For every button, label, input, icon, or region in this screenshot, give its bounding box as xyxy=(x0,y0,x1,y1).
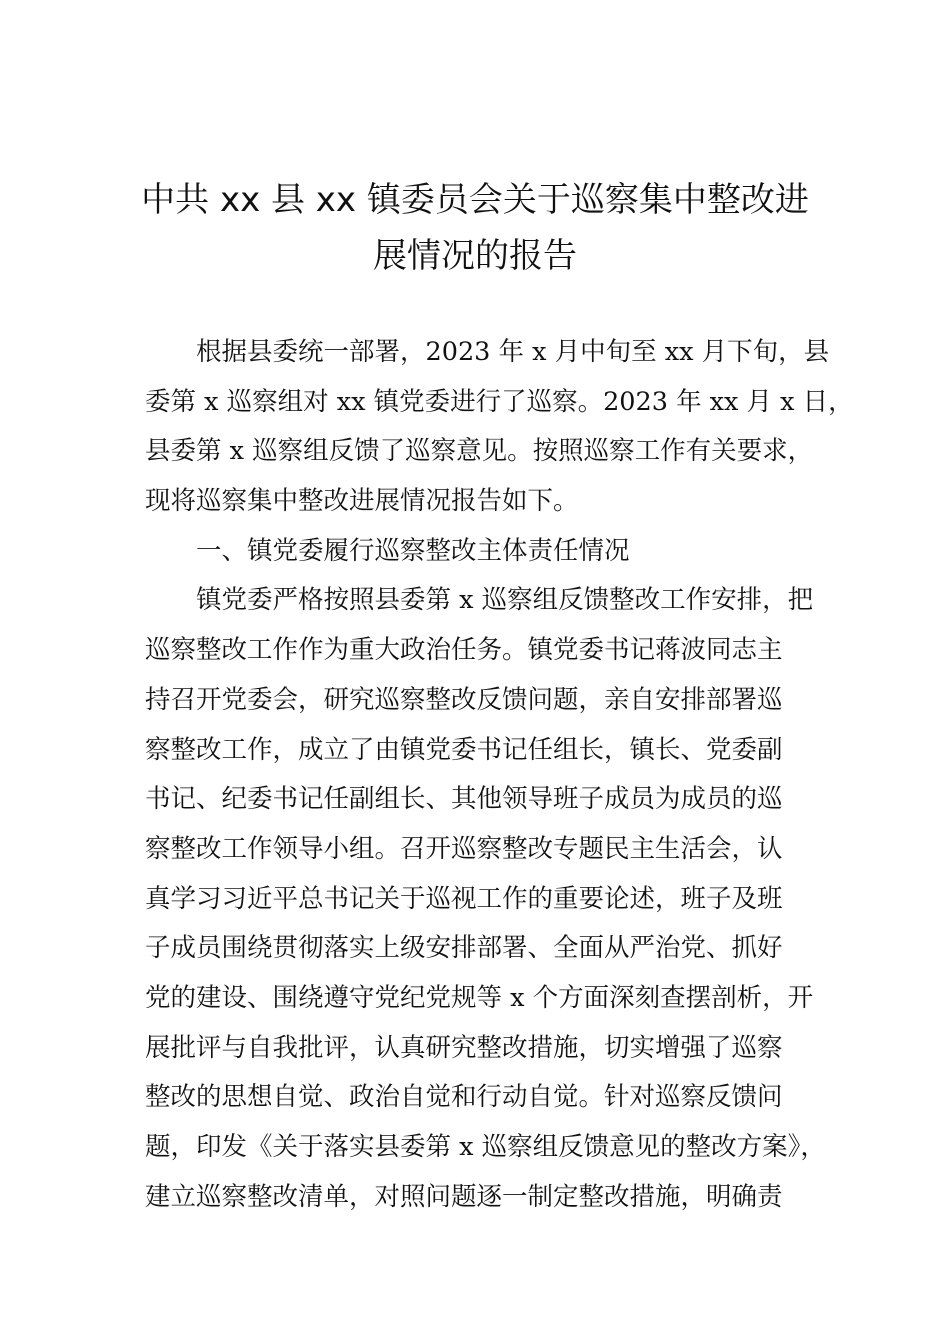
paragraph-line: 察整改工作领导小组。召开巡察整改专题民主生活会，认 xyxy=(145,833,783,864)
document-body xyxy=(145,328,854,1222)
paragraph-line: 书记、纪委书记任副组长、其他领导班子成员为成员的巡 xyxy=(145,784,783,815)
paragraph-line: 县委第 x 巡察组反馈了巡察意见。按照巡察工作有关要求， xyxy=(145,436,814,467)
paragraph-line: 题，印发《关于落实县委第 x 巡察组反馈意见的整改方案》， xyxy=(145,1132,826,1162)
paragraph-line: 持召开党委会，研究巡察整改反馈问题，亲自安排部署巡 xyxy=(145,684,783,715)
paragraph-line: 建立巡察整改清单，对照问题逐一制定整改措施，明确责 xyxy=(145,1181,783,1212)
paragraph-line: 委第 x 巡察组对 xx 镇党委进行了巡察。2023 年 xx 月 x 日， xyxy=(145,386,854,417)
paragraph-line: 子成员围绕贯彻落实上级安排部署、全面从严治党、抓好 xyxy=(145,933,783,964)
paragraph-line: 展批评与自我批评，认真研究整改措施，切实增强了巡察 xyxy=(145,1032,783,1063)
paragraph-line: 镇党委严格按照县委第 x 巡察组反馈整改工作安排，把 xyxy=(196,585,814,616)
paragraph-line: 真学习习近平总书记关于巡视工作的重要论述，班子及班 xyxy=(145,883,783,914)
section-heading: 一、镇党委履行巡察整改主体责任情况 xyxy=(196,535,630,566)
paragraph-line: 根据县委统一部署，2023 年 x 月中旬至 xx 月下旬，县 xyxy=(196,337,830,367)
document-title xyxy=(118,172,832,284)
paragraph-line: 巡察整改工作作为重大政治任务。镇党委书记蒋波同志主 xyxy=(145,635,783,666)
paragraph-line: 现将巡察集中整改进展情况报告如下。 xyxy=(145,486,579,517)
paragraph-line: 察整改工作，成立了由镇党委书记任组长，镇长、党委副 xyxy=(145,734,783,765)
paragraph-line: 党的建设、围绕遵守党纪党规等 x 个方面深刻查摆剖析，开 xyxy=(145,982,814,1013)
paragraph-line: 整改的思想自觉、政治自觉和行动自觉。针对巡察反馈问 xyxy=(145,1082,783,1113)
title-line: 中共 xx 县 xx 镇委员会关于巡察集中整改进 xyxy=(141,180,809,220)
title-line: 展情况的报告 xyxy=(373,236,577,276)
